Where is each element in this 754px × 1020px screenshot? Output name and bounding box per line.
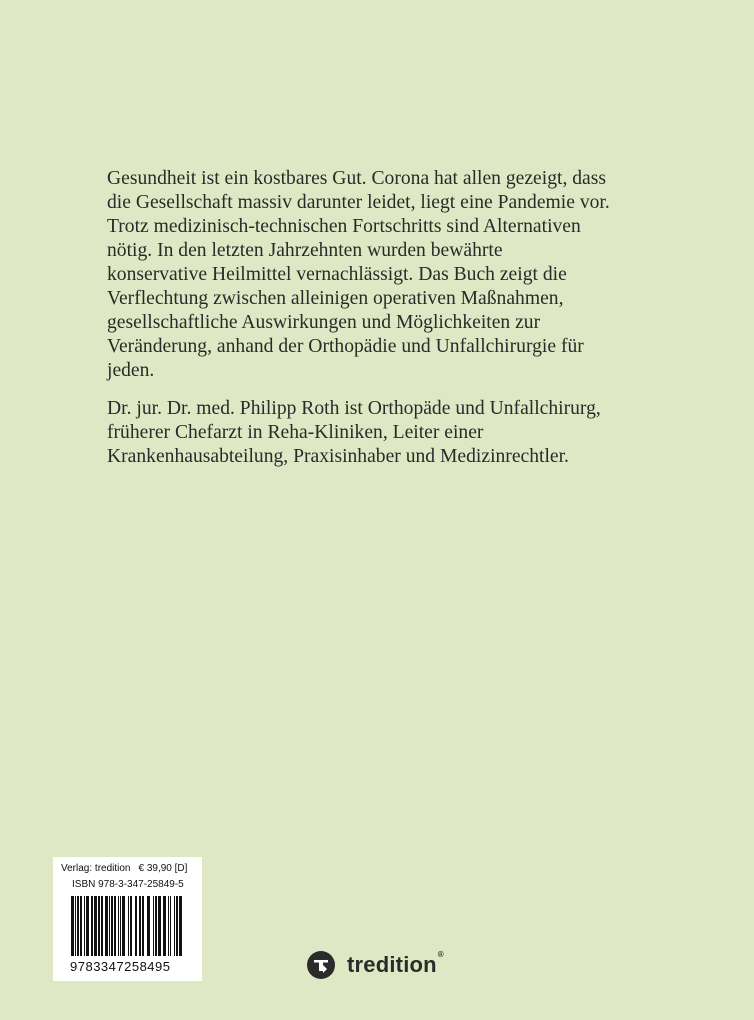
blurb-line: gesellschaftliche Auswirkungen und Möglichkeiten zur — [107, 312, 541, 333]
isbn-label: ISBN 978-3-347-25849-5 — [72, 879, 184, 890]
publisher-name-text: tredition — [347, 952, 437, 977]
tredition-logo-icon — [307, 951, 335, 979]
publisher-logo — [307, 950, 444, 980]
bio-line: Krankenhausabteilung, Praxisinhaber und Medizinrechtler. — [107, 446, 569, 467]
blurb-line: konservative Heilmittel vernachlässigt. Das Buch zeigt die — [107, 264, 567, 285]
ean-number: 9783347258495 — [70, 959, 171, 974]
barcode-box — [53, 857, 202, 981]
publisher-label: Verlag: tredition — [61, 863, 131, 874]
blurb-line: Veränderung, anhand der Orthopädie und Unfallchirurgie für — [107, 336, 584, 357]
blurb-line: Verflechtung zwischen alleinigen operativen Maßnahmen, — [107, 288, 564, 309]
blurb-line: nötig. In den letzten Jahrzehnten wurden bewährte — [107, 240, 503, 261]
blurb-line: Trotz medizinisch-technischen Fortschritts sind Alternativen — [107, 216, 581, 237]
barcode-header — [61, 863, 187, 874]
bio-line: Dr. jur. Dr. med. Philipp Roth ist Orthopäde und Unfallchirurg, — [107, 398, 601, 419]
back-cover-blurb — [107, 167, 667, 383]
blurb-line: jeden. — [107, 360, 155, 381]
barcode-bars — [71, 896, 183, 956]
blurb-line: die Gesellschaft massiv darunter leidet, liegt eine Pandemie vor. — [107, 192, 610, 213]
price-label: € 39,90 [D] — [138, 863, 188, 874]
bio-line: früherer Chefarzt in Reha-Kliniken, Leiter einer — [107, 422, 484, 443]
blurb-line: Gesundheit ist ein kostbares Gut. Corona hat allen gezeigt, dass — [107, 168, 606, 189]
registered-mark: ® — [437, 950, 444, 959]
publisher-name — [347, 952, 444, 978]
author-bio — [107, 397, 667, 469]
